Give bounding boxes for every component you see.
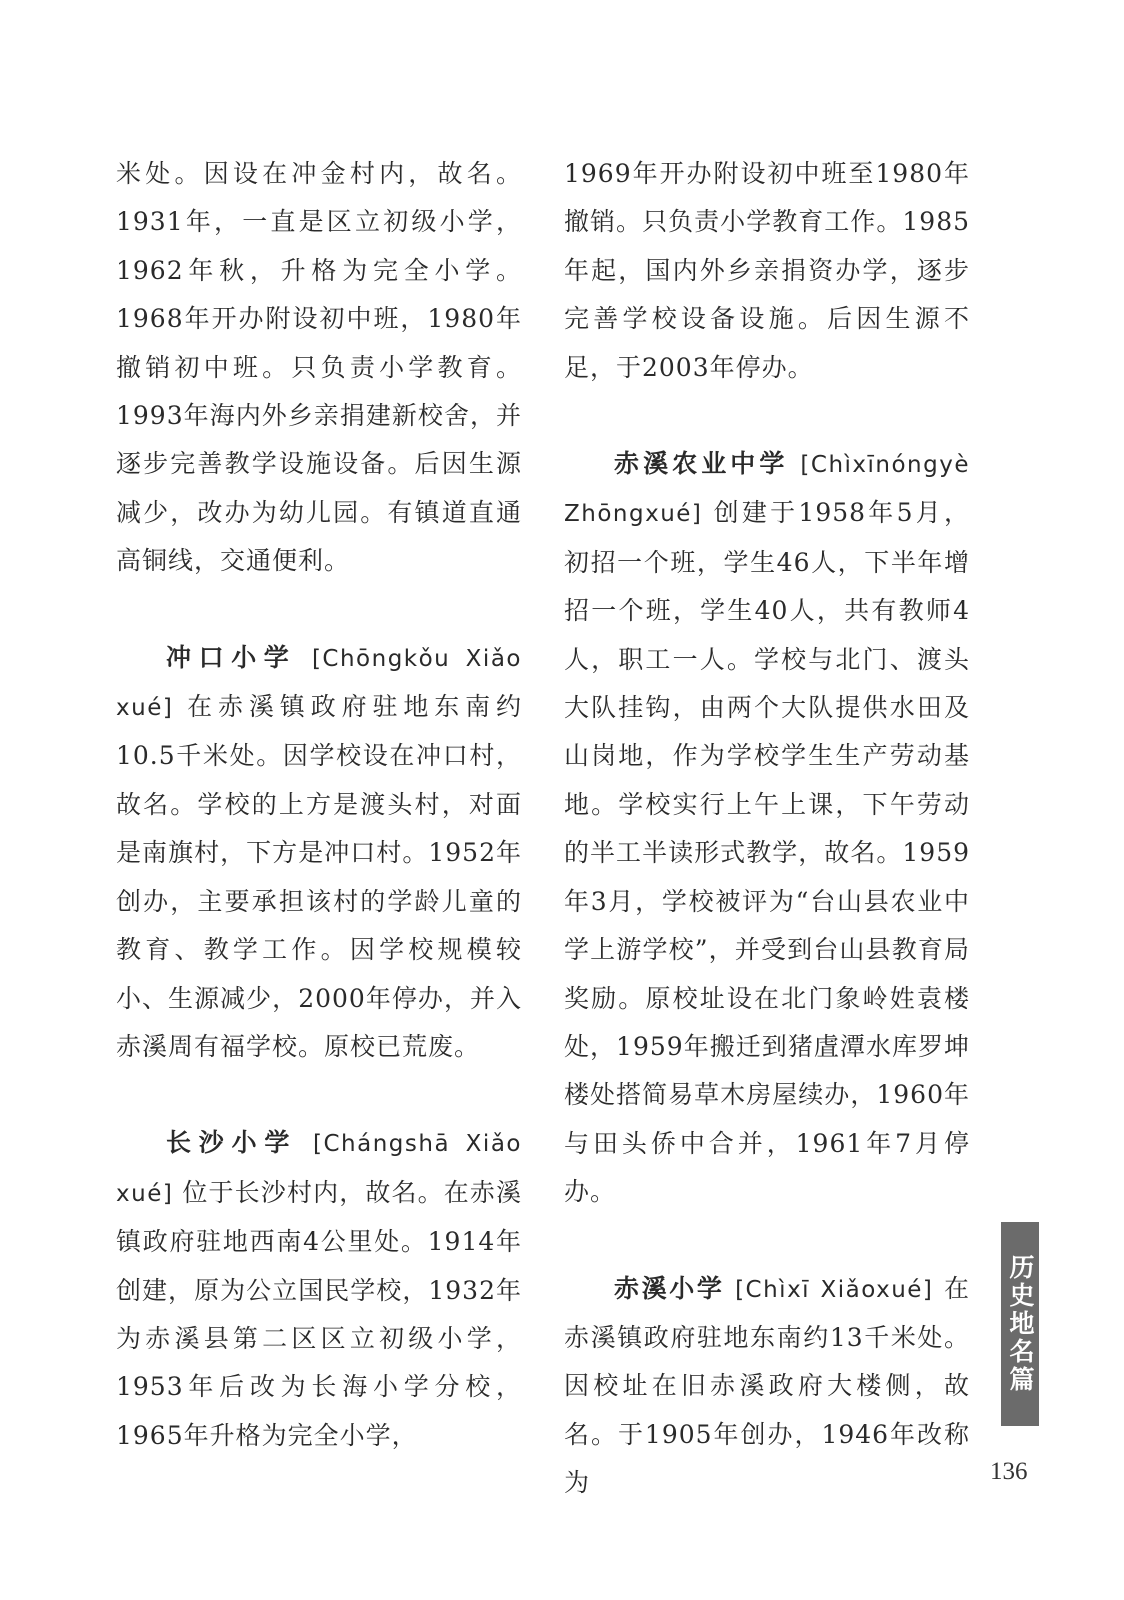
- entry-term: 长沙小学: [166, 1128, 298, 1158]
- section-side-tab-label: 历史地名篇: [1006, 1254, 1035, 1394]
- page-number: 136: [990, 1458, 1028, 1485]
- section-side-tab: [1001, 1222, 1039, 1426]
- paragraph-gap: [564, 392, 970, 440]
- entry-nongye-school: [564, 440, 970, 1217]
- entry-changsha-school: [116, 1119, 522, 1460]
- paragraph-gap: [116, 1071, 522, 1119]
- entry-pinyin: [Chìxīnóngyè Zhōngxué]: [564, 452, 970, 528]
- entry-pinyin: [Chōngkǒu Xiǎo xué]: [116, 645, 522, 722]
- entry-pinyin: [Chìxī Xiǎoxué]: [735, 1276, 934, 1303]
- continued-paragraph: 1969年开办附设初中班至1980年撤销。只负责小学教育工作。1985年起，国内外乡亲捐资办学，逐步完善学校设备设施。后因生源不足，于2003年停办。: [564, 159, 970, 382]
- entry-chongkou-school: [116, 634, 522, 1072]
- entry-body: 在赤溪镇政府驻地东南约13千米处。因校址在旧赤溪政府大楼侧，故名。于1905年创办，1946年改称为: [564, 1273, 971, 1498]
- entry-chixi-school: [564, 1265, 970, 1508]
- entry-body: 创建于1958年5月，初招一个班，学生46人，下半年增招一个班，学生40人，共有教师4人，职工一人。学校与北门、渡头大队挂钩，由两个大队提供水田及山岗地，作为学校学生生产劳动基地。学校实行上午上课，下午劳动的半工半读形式教学，故名。1959年3月，学校被评为“台山县农业中学上游学校”，并受到台山县教育局奖励。原校址设在北门象岭姓袁楼处，1959年搬迁到猪虘潭水库罗坤楼处搭简易草木房屋续办，1960年与田头侨中合并，1961年7月停办。: [564, 498, 971, 1207]
- entry-term: 赤溪小学: [614, 1273, 725, 1303]
- paragraph-gap: [116, 586, 522, 634]
- continued-paragraph: 米处。因设在冲金村内，故名。1931年，一直是区立初级小学，1962年秋，升格为完全小学。1968年开办附设初中班，1980年撤销初中班。只负责小学教育。1993年海内外乡亲捐建新校舍，并逐步完善教学设施设备。后因生源减少，改办为幼儿园。有镇道直通高铜线，交通便利。: [116, 159, 522, 576]
- paragraph-gap: [564, 1217, 970, 1265]
- entry-body: 在赤溪镇政府驻地东南约10.5千米处。因学校设在冲口村，故名。学校的上方是渡头村，对面是南旗村，下方是冲口村。1952年创办，主要承担该村的学龄儿童的教育、教学工作。因学校规模较小、生源减少，2000年停办，并入赤溪周有福学校。原校已荒废。: [116, 692, 522, 1061]
- entry-body: 位于长沙村内，故名。在赤溪镇政府驻地西南4公里处。1914年创建，原为公立国民学校，1932年为赤溪县第二区区立初级小学，1953年后改为长海小学分校，1965年升格为完全小学，: [116, 1177, 522, 1450]
- entry-term: 冲口小学: [166, 642, 297, 672]
- left-column: [116, 150, 522, 1460]
- entry-pinyin: [Chángshā Xiǎo xué]: [116, 1131, 522, 1207]
- right-column: [564, 150, 970, 1508]
- entry-term: 赤溪农业中学: [614, 449, 789, 479]
